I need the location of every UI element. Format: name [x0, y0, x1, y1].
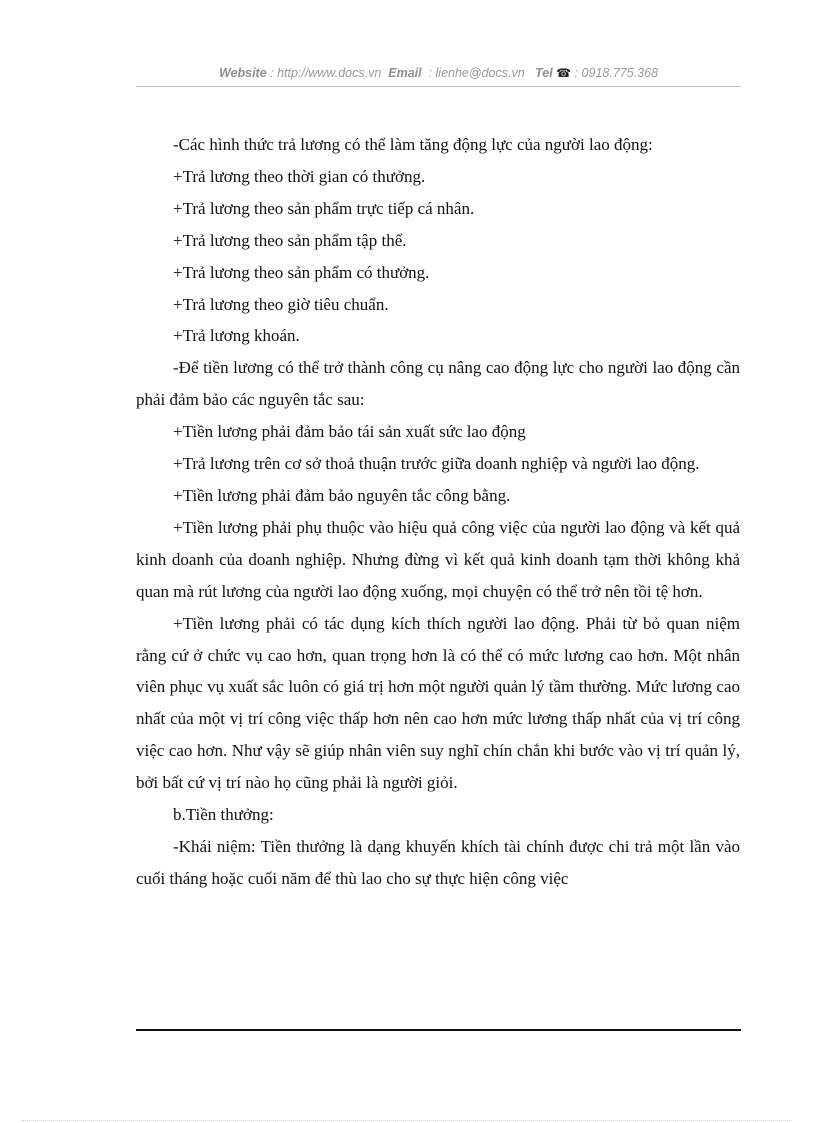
paragraph: +Tiền lương phải đảm bảo nguyên tắc công bằng.	[173, 485, 511, 505]
paragraph: +Trả lương theo sản phẩm tập thể.	[173, 230, 407, 250]
paragraph: +Tiền lương phải đảm bảo tái sản xuất sức lao động	[173, 422, 526, 442]
paragraph: +Trả lương theo giờ tiêu chuẩn.	[173, 294, 389, 314]
email-label: Email	[388, 66, 422, 80]
paragraph: +Trả lương theo sản phẩm trực tiếp cá nhân.	[173, 198, 475, 218]
paragraph: -Để tiền lương có thể trở thành công cụ nâng cao động lực cho người lao động cần phải đảm bảo các nguyên tắc sau:	[136, 358, 740, 410]
paragraph: +Tiền lương phải có tác dụng kích thích người lao động. Phải từ bỏ quan niệm rằng cứ ở chức vụ cao hơn, quan trọng hơn là có thể có mức lương cao hơn. Một nhân viên phục vụ xuất sắc luôn có giá trị hơn một người quản lý tầm thường. Mức lương cao nhất của một vị trí công việc thấp hơn nên cao hơn mức lương thấp nhất của vị trí công việc cao hơn. Như vậy sẽ giúp nhân viên suy nghĩ chín chắn khi bước vào vị trí quản lý, bởi bất cứ vị trí nào họ cũng phải là người giỏi.	[136, 613, 740, 793]
paragraph: +Tiền lương phải phụ thuộc vào hiệu quả công việc của người lao động và kết quả kinh doanh của doanh nghiệp. Nhưng đừng vì kết quả kinh doanh tạm thời không khả quan mà rút lương của người lao động xuống, mọi chuyện có thể trở nên tồi tệ hơn.	[136, 517, 740, 601]
document-body	[136, 129, 740, 895]
paragraph: -Khái niệm: Tiền thưởng là dạng khuyến khích tài chính được chi trả một lần vào cuối tháng hoặc cuối năm để thù lao cho sự thực hiện công việc	[136, 836, 740, 888]
website-label: Website	[218, 66, 267, 80]
page-edge	[22, 1120, 792, 1121]
email-value: : lienhe@docs.vn	[428, 66, 525, 80]
paragraph: +Trả lương theo thời gian có thưởng.	[173, 166, 426, 186]
paragraph: +Trả lương trên cơ sở thoả thuận trước giữa doanh nghiệp và người lao động.	[173, 454, 700, 474]
header-divider	[136, 86, 741, 87]
section-heading: b.Tiền thưởng:	[173, 805, 274, 825]
tel-value: : 0918.775.368	[574, 66, 659, 80]
footer-divider	[136, 1029, 741, 1031]
tel-label: Tel	[535, 66, 553, 80]
paragraph: -Các hình thức trả lương có thể làm tăng động lực của người lao động:	[173, 135, 653, 154]
page-header	[136, 66, 741, 80]
paragraph: +Trả lương theo sản phẩm có thưởng.	[173, 262, 430, 282]
paragraph: +Trả lương khoán.	[173, 326, 300, 346]
phone-icon: ☎	[556, 66, 572, 80]
website-value: : http://www.docs.vn	[270, 66, 382, 80]
